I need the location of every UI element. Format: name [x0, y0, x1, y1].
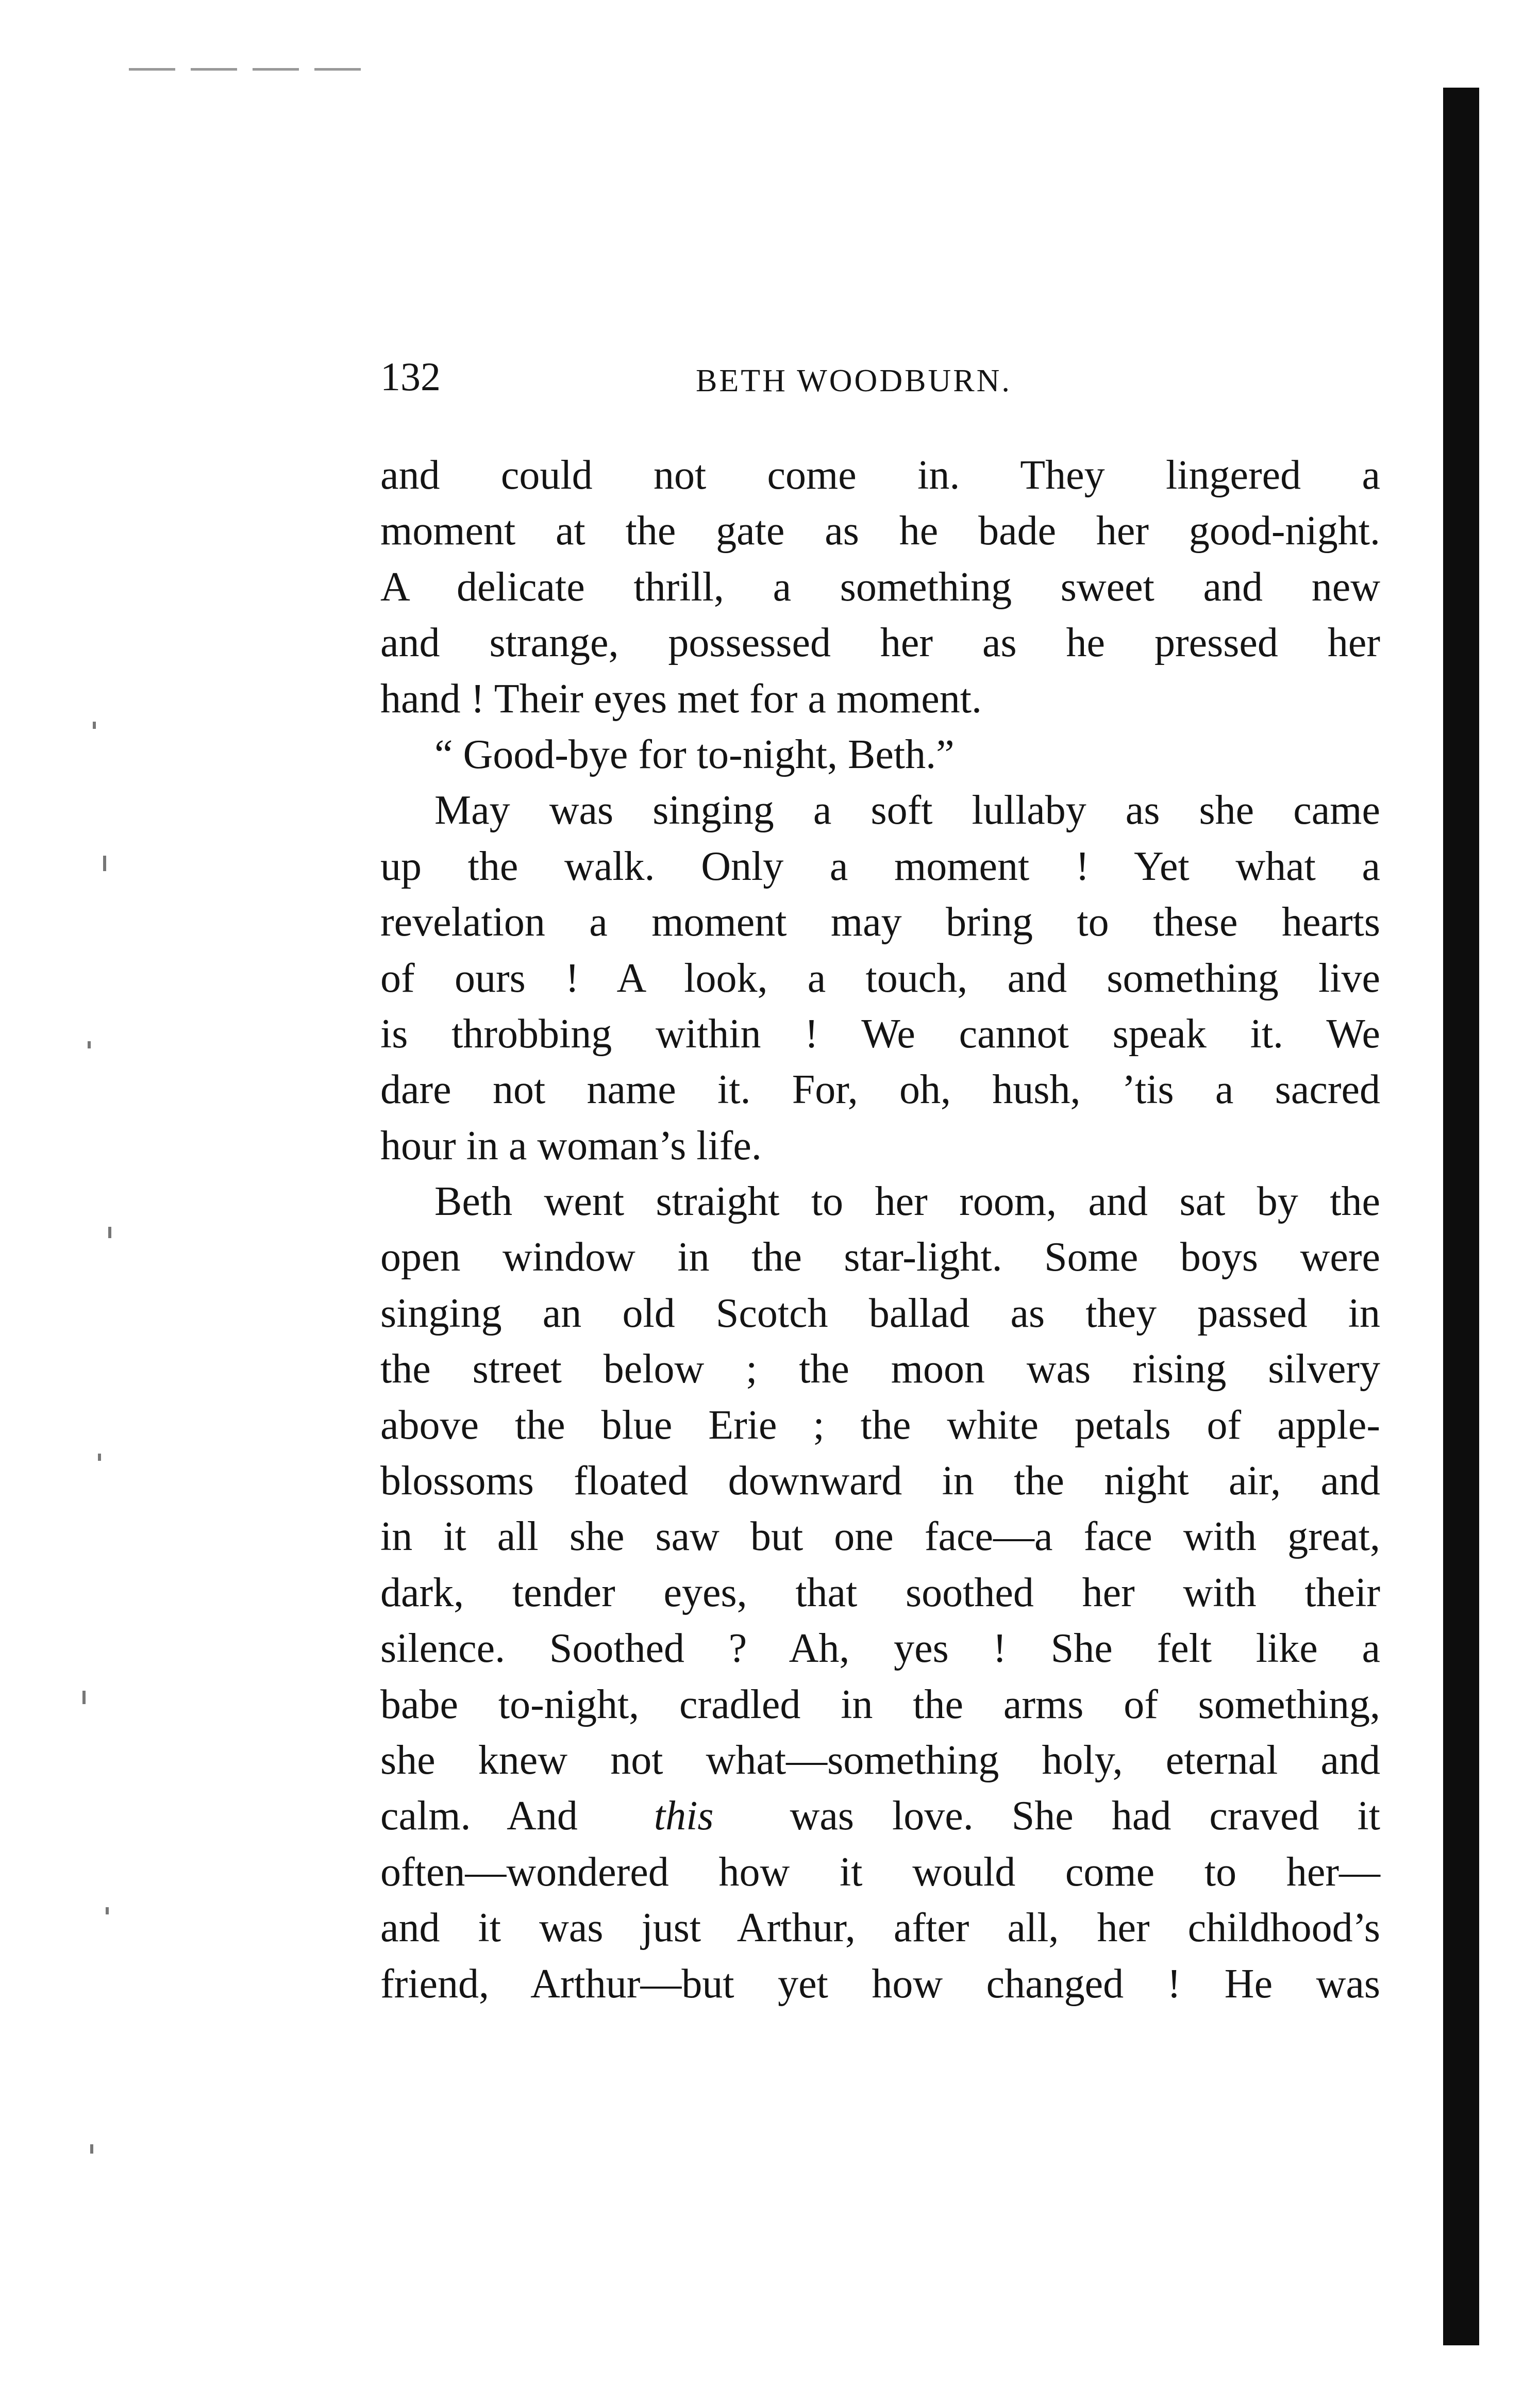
text-line: May was singing a soft lullaby as she came	[434, 788, 1380, 833]
text-line: singing an old Scotch ballad as they passed in	[380, 1290, 1380, 1336]
top-edge-rule	[129, 68, 361, 71]
text-line: up the walk. Only a moment ! Yet what a	[380, 843, 1380, 889]
text-line: dark, tender eyes, that soothed her with their	[380, 1570, 1380, 1615]
text-segment: calm. And	[380, 1793, 578, 1839]
running-head: BETH WOODBURN.	[696, 363, 1012, 398]
body-text	[380, 447, 1380, 2012]
text-line: Beth went straight to her room, and sat by the	[434, 1179, 1380, 1225]
text-line: silence. Soothed ? Ah, yes ! She felt like a	[380, 1626, 1380, 1672]
text-line: the street below ; the moon was rising silvery	[380, 1346, 1380, 1392]
text-line: and it was just Arthur, after all, her childhood’s	[380, 1905, 1380, 1951]
text-line: “ Good-bye for to-night, Beth.”	[434, 731, 955, 777]
text-line: moment at the gate as he bade her good-night.	[380, 508, 1380, 554]
text-line: open window in the star-light. Some boys were	[380, 1235, 1380, 1280]
text-line: revelation a moment may bring to these hearts	[380, 899, 1380, 945]
text-line: often—wondered how it would come to her—	[380, 1849, 1380, 1895]
page-header	[380, 348, 1385, 405]
binding-edge-shadow	[1443, 88, 1479, 2345]
text-segment: was love. She had craved it	[790, 1793, 1380, 1839]
text-line: dare not name it. For, oh, hush, ’tis a sacred	[380, 1067, 1380, 1113]
text-line: above the blue Erie ; the white petals of apple-	[380, 1402, 1380, 1448]
text-line: hand ! Their eyes met for a moment.	[380, 676, 982, 722]
text-line: babe to-night, cradled in the arms of something,	[380, 1681, 1380, 1727]
text-line: and strange, possessed her as he pressed her	[380, 620, 1380, 666]
text-line: hour in a woman’s life.	[380, 1123, 762, 1169]
text-line: blossoms floated downward in the night air, and	[380, 1458, 1380, 1504]
text-line: of ours ! A look, a touch, and something live	[380, 955, 1380, 1001]
text-line: is throbbing within ! We cannot speak it. We	[380, 1011, 1380, 1057]
text-line: in it all she saw but one face—a face with great,	[380, 1514, 1380, 1560]
page-number: 132	[380, 354, 441, 399]
text-line: A delicate thrill, a something sweet and new	[380, 564, 1380, 610]
gutter-specks	[72, 722, 134, 2320]
text-line: she knew not what—something holy, eternal and	[380, 1737, 1380, 1783]
emphasis-text: this	[654, 1793, 714, 1839]
text-line: friend, Arthur—but yet how changed ! He was	[380, 1961, 1380, 2007]
text-line	[380, 1788, 1380, 1844]
text-line: and could not come in. They lingered a	[380, 453, 1380, 498]
